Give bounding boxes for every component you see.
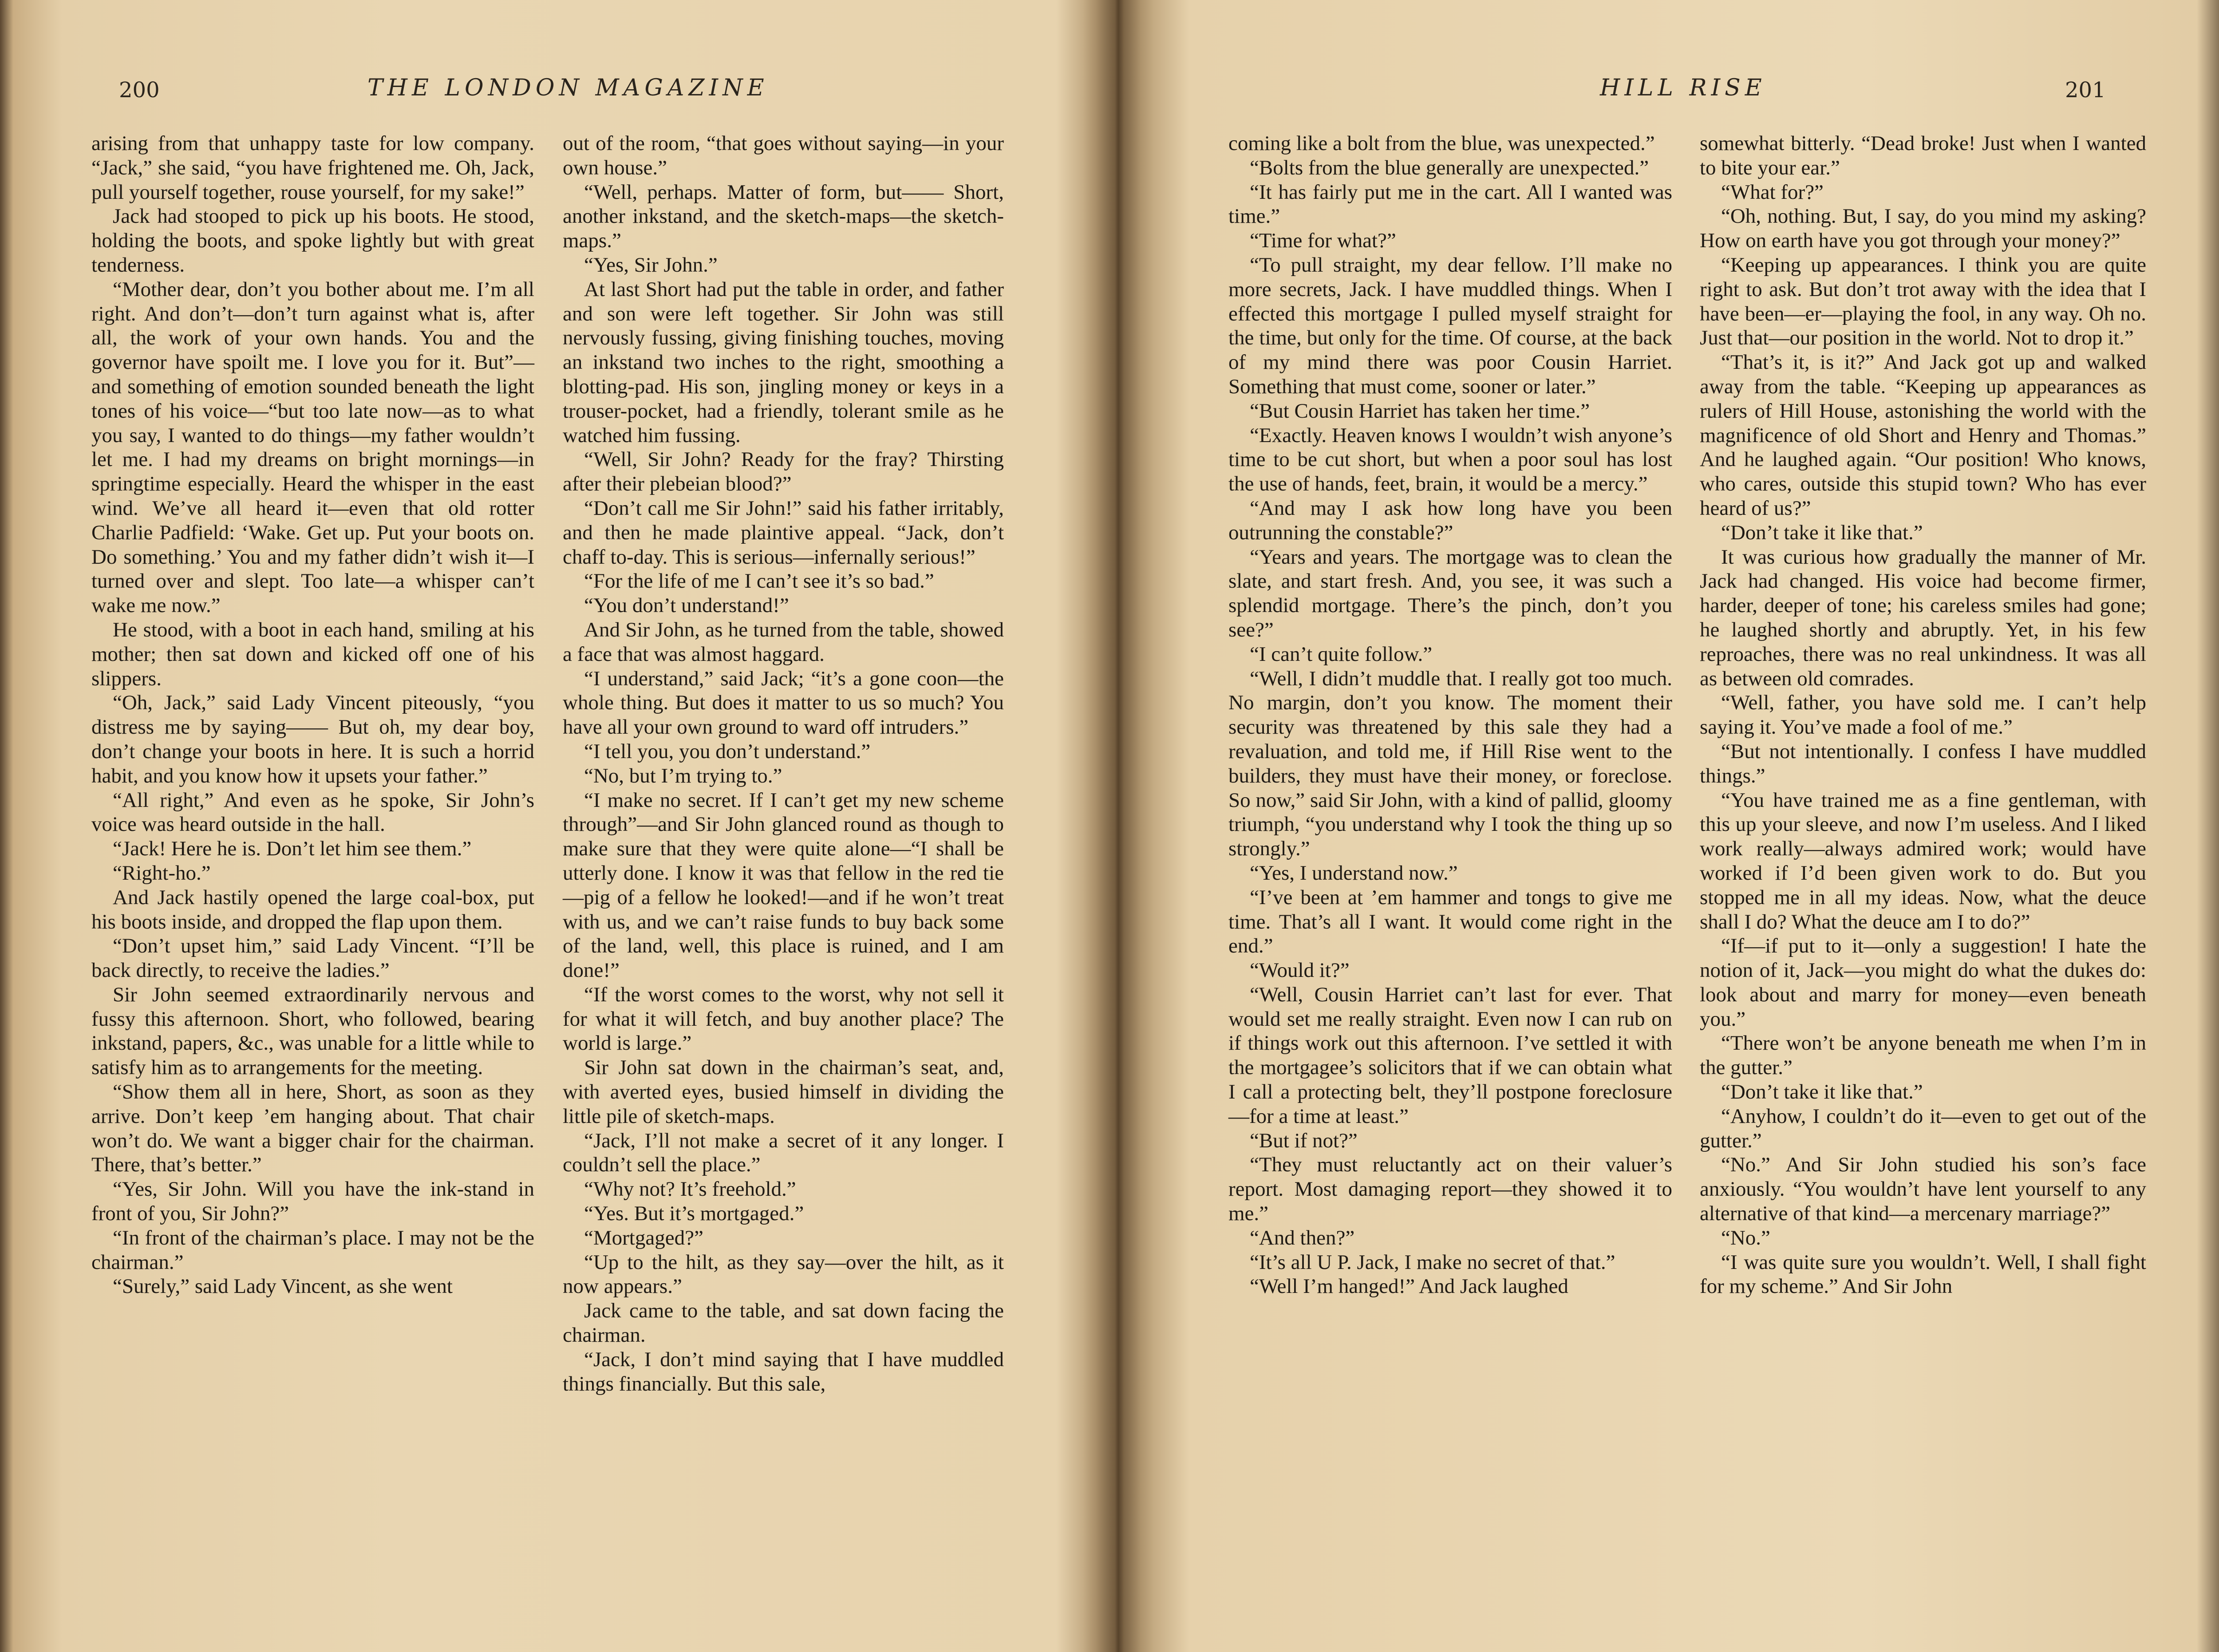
paragraph: coming like a bolt from the blue, was unexpected.” (1228, 132, 1655, 155)
paragraph: “Well, Sir John? Ready for the fray? Thirsting after their plebeian blood?” (563, 448, 1004, 496)
paragraph: “Time for what?” (1250, 229, 1396, 253)
paragraph: “If—if put to it—only a suggestion! I hate the notion of it, Jack—you might do what the dukes do: look about and marry for money—even beneath you.” (1700, 934, 2146, 1031)
paragraph: Sir John sat down in the chairman’s seat, and, with averted eyes, busied himself in dividing the little pile of sketch-maps. (563, 1056, 1004, 1128)
paragraph: “And then?” (1250, 1226, 1355, 1249)
paragraph: “What for?” (1721, 180, 1824, 204)
paragraph: “Oh, nothing. But, I say, do you mind my asking? How on earth have you got through your money?” (1700, 205, 2146, 253)
paragraph: “Well, father, you have sold me. I can’t help saying it. You’ve made a fool of me.” (1700, 691, 2146, 739)
left-column-1 (91, 131, 534, 1299)
paragraph: “Don’t call me Sir John!” said his father irritably, and then he made plaintive appeal. “Jack, don’t chaff to-day. This is serious—infernally serious!” (563, 496, 1004, 569)
paragraph: “Surely,” said Lady Vincent, as she went (113, 1275, 453, 1298)
paragraph: “Yes, Sir John. Will you have the ink-stand in front of you, Sir John?” (91, 1178, 534, 1225)
page-number-left: 200 (119, 78, 160, 103)
paragraph: “It’s all U P. Jack, I make no secret of that.” (1250, 1250, 1615, 1274)
paragraph: “All right,” And even as he spoke, Sir John’s voice was heard outside in the hall. (91, 788, 534, 836)
paragraph: “Mortgaged?” (584, 1226, 703, 1249)
paragraph: arising from that unhappy taste for low company. “Jack,” she said, “you have frightened me. Oh, Jack, pull yourself together, rouse yourself, for my sake!” (91, 132, 534, 204)
paragraph: “Oh, Jack,” said Lady Vincent piteously, “you distress me by saying—— But oh, my dear boy, don’t change your boots in here. It is such a horrid habit, and you know how it upsets your father.” (91, 691, 534, 787)
paragraph: “Exactly. Heaven knows I wouldn’t wish anyone’s time to be cut short, but when a poor soul has lost the use of hands, feet, brain, it would be a mercy.” (1228, 423, 1672, 496)
paragraph: “For the life of me I can’t see it’s so bad.” (584, 569, 934, 593)
paragraph: “No, but I’m trying to.” (584, 764, 782, 787)
paragraph: “I understand,” said Jack; “it’s a gone coon—the whole thing. But does it matter to us so much? You have all your own ground to ward off intruders.” (563, 667, 1004, 739)
paragraph: And Sir John, as he turned from the table, showed a face that was almost haggard. (563, 618, 1004, 666)
paragraph: “I tell you, you don’t understand.” (584, 739, 871, 763)
paragraph: “Anyhow, I couldn’t do it—even to get out of the gutter.” (1700, 1104, 2146, 1152)
right-page (1114, 0, 2219, 1652)
paragraph: It was curious how gradually the manner of Mr. Jack had changed. His voice had become firmer, harder, deeper of tone; his careless smiles had gone; he laughed shortly and abruptly. Yet, in his few reproaches, there was no real unkindness. It was all as between old comrades. (1700, 545, 2146, 690)
paragraph: “Don’t take it like that.” (1721, 521, 1923, 544)
paragraph: And Jack hastily opened the large coal-box, put his boots inside, and dropped the flap upon them. (91, 885, 534, 933)
page-number-right: 201 (2065, 78, 2106, 103)
paragraph: “You don’t understand!” (584, 594, 789, 617)
paragraph: “I was quite sure you wouldn’t. Well, I shall fight for my scheme.” And Sir John (1700, 1250, 2146, 1298)
paragraph: “Jack! Here he is. Don’t let him see them.” (113, 837, 472, 861)
paragraph: “Bolts from the blue generally are unexpected.” (1250, 156, 1649, 179)
paragraph: “Jack, I don’t mind saying that I have muddled things financially. But this sale, (563, 1348, 1004, 1395)
paragraph: “Well, I didn’t muddle that. I really got too much. No margin, don’t you know. The moment their security was threatened by this sale they had a revaluation, and told me, if Hill Rise went to the builders, they must have their money, or foreclose. So now,” said Sir John, with a kind of pallid, gloomy triumph, “you understand why I took the thing up so strongly.” (1228, 667, 1672, 861)
paragraph: He stood, with a boot in each hand, smiling at his mother; then sat down and kicked off one of his slippers. (91, 618, 534, 690)
paragraph: “Yes, Sir John.” (584, 253, 718, 277)
paragraph: “You have trained me as a fine gentleman, with this up your sleeve, and now I’m useless. And I liked work really—always admired work; would have worked if I’d been given work to do. But you stopped me in all my ideas. Now, what the deuce shall I do? What the deuce am I to do?” (1700, 788, 2146, 933)
paragraph: “Mother dear, don’t you bother about me. I’m all right. And don’t—don’t turn against what is, after all, the work of your own hands. You and the governor have spoilt me. I love you for it. But”—and something of emotion sounded beneath the light tones of his voice—“but too late now—as to what you say, I wanted to do things—my father wouldn’t let me. I had my dreams on bright mornings—in springtime especially. Heard the whisper in the east wind. We’ve all heard it—even that old rotter Charlie Padfield: ‘Wake. Get up. Put your boots on. Do something.’ You and my father didn’t wish it—I turned over and slept. Too late—a whisper can’t wake me now.” (91, 277, 534, 617)
paragraph: “Would it?” (1250, 959, 1350, 982)
paragraph: “No.” (1721, 1226, 1770, 1249)
right-column-1 (1228, 131, 1672, 1299)
paragraph: “Up to the hilt, as they say—over the hilt, as it now appears.” (563, 1250, 1004, 1298)
paragraph: “There won’t be anyone beneath me when I’m in the gutter.” (1700, 1032, 2146, 1079)
paragraph: “Well, perhaps. Matter of form, but—— Short, another inkstand, and the sketch-maps—the sketch-maps.” (563, 180, 1004, 253)
paragraph: “Well I’m hanged!” And Jack laughed (1250, 1275, 1568, 1298)
paragraph: “And may I ask how long have you been outrunning the constable?” (1228, 496, 1672, 544)
paragraph: Sir John seemed extraordinarily nervous and fussy this afternoon. Short, who followed, bearing inkstand, papers, &c., was unable for a little while to satisfy him as to arrangements for the meeting. (91, 983, 534, 1079)
paragraph: “Right-ho.” (113, 861, 211, 885)
paragraph: “Keeping up appearances. I think you are quite right to ask. But don’t trot away with the idea that I have been—er—playing the fool, in any way. Oh no. Just that—our position in the world. Not to drop it.” (1700, 253, 2146, 350)
paragraph: “But if not?” (1250, 1129, 1358, 1152)
paragraph: “Years and years. The mortgage was to clean the slate, and start fresh. And, you see, it was such a splendid mortgage. There’s the pinch, don’t you see?” (1228, 545, 1672, 641)
paragraph: “Don’t take it like that.” (1721, 1080, 1923, 1104)
paragraph: “Why not? It’s freehold.” (584, 1178, 796, 1201)
paragraph: Jack came to the table, and sat down facing the chairman. (563, 1299, 1004, 1347)
paragraph: “If the worst comes to the worst, why not sell it for what it will fetch, and buy another place? The world is large.” (563, 983, 1004, 1055)
paragraph: Jack had stooped to pick up his boots. He stood, holding the boots, and spoke lightly but with great tenderness. (91, 205, 534, 277)
paragraph: “Yes, I understand now.” (1250, 861, 1458, 885)
paragraph: somewhat bitterly. “Dead broke! Just when I wanted to bite your ear.” (1700, 132, 2146, 179)
paragraph: “I can’t quite follow.” (1250, 642, 1433, 666)
paragraph: “Jack, I’ll not make a secret of it any longer. I couldn’t sell the place.” (563, 1129, 1004, 1177)
paragraph: “Well, Cousin Harriet can’t last for ever. That would set me really straight. Even now I can rub on if things work out this afternoon. I’ve settled it with the mortgagee’s solicitors that if we can obtain what I call a protecting belt, they’ll postpone foreclosure—for a time at least.” (1228, 983, 1672, 1128)
paragraph: At last Short had put the table in order, and father and son were left together. Sir John was still nervously fussing, giving finishing touches, moving an inkstand two inches to the right, smoothing a blotting-pad. His son, jingling money or keys in a trouser-pocket, had a friendly, tolerant smile as he watched him fussing. (563, 277, 1004, 447)
paragraph: out of the room, “that goes without saying—in your own house.” (563, 132, 1004, 179)
paragraph: “That’s it, is it?” And Jack got up and walked away from the table. “Keeping up appearances as rulers of Hill House, astonishing the world with the magnificence of old Short and Henry and Thomas.” And he laughed again. “Our position! Who knows, who cares, outside this stupid town? Who has ever heard of us?” (1700, 351, 2146, 520)
running-head-left: THE LONDON MAGAZINE (367, 75, 769, 101)
paragraph: “To pull straight, my dear fellow. I’ll make no more secrets, Jack. I have muddled things. When I effected this mortgage I pulled myself straight for the time, but only for the time. Of course, at the back of my mind there was poor Cousin Harriet. Something that must come, sooner or later.” (1228, 253, 1672, 398)
paragraph: “They must reluctantly act on their valuer’s report. Most damaging report—they showed it to me.” (1228, 1153, 1672, 1225)
paragraph: “But not intentionally. I confess I have muddled things.” (1700, 739, 2146, 787)
paragraph: “It has fairly put me in the cart. All I wanted was time.” (1228, 180, 1672, 228)
left-column-2 (563, 131, 1004, 1396)
paragraph: “No.” And Sir John studied his son’s face anxiously. “You wouldn’t have lent yourself to any alternative of that kind—a mercenary marriage?” (1700, 1153, 2146, 1225)
paragraph: “Yes. But it’s mortgaged.” (584, 1202, 804, 1225)
paragraph: “Don’t upset him,” said Lady Vincent. “I’ll be back directly, to receive the ladies.” (91, 934, 534, 982)
running-head-right: HILL RISE (1600, 75, 1766, 101)
paragraph: “Show them all in here, Short, as soon as they arrive. Don’t keep ’em hanging about. That chair won’t do. We want a bigger chair for the chairman. There, that’s better.” (91, 1080, 534, 1177)
paragraph: “In front of the chairman’s place. I may not be the chairman.” (91, 1226, 534, 1274)
paragraph: “But Cousin Harriet has taken her time.” (1250, 399, 1590, 423)
paragraph: “I’ve been at ’em hammer and tongs to give me time. That’s all I want. It would come right in the end.” (1228, 885, 1672, 958)
paragraph: “I make no secret. If I can’t get my new scheme through”—and Sir John glanced round as though to make sure that they were quite alone—“I shall be utterly done. I know it was that fellow in the red tie—pig of a fellow he looked!—and if he won’t treat with us, and we can’t raise funds to buy back some of the land, well, this place is ruined, and I am done!” (563, 788, 1004, 982)
right-column-2 (1700, 131, 2146, 1299)
